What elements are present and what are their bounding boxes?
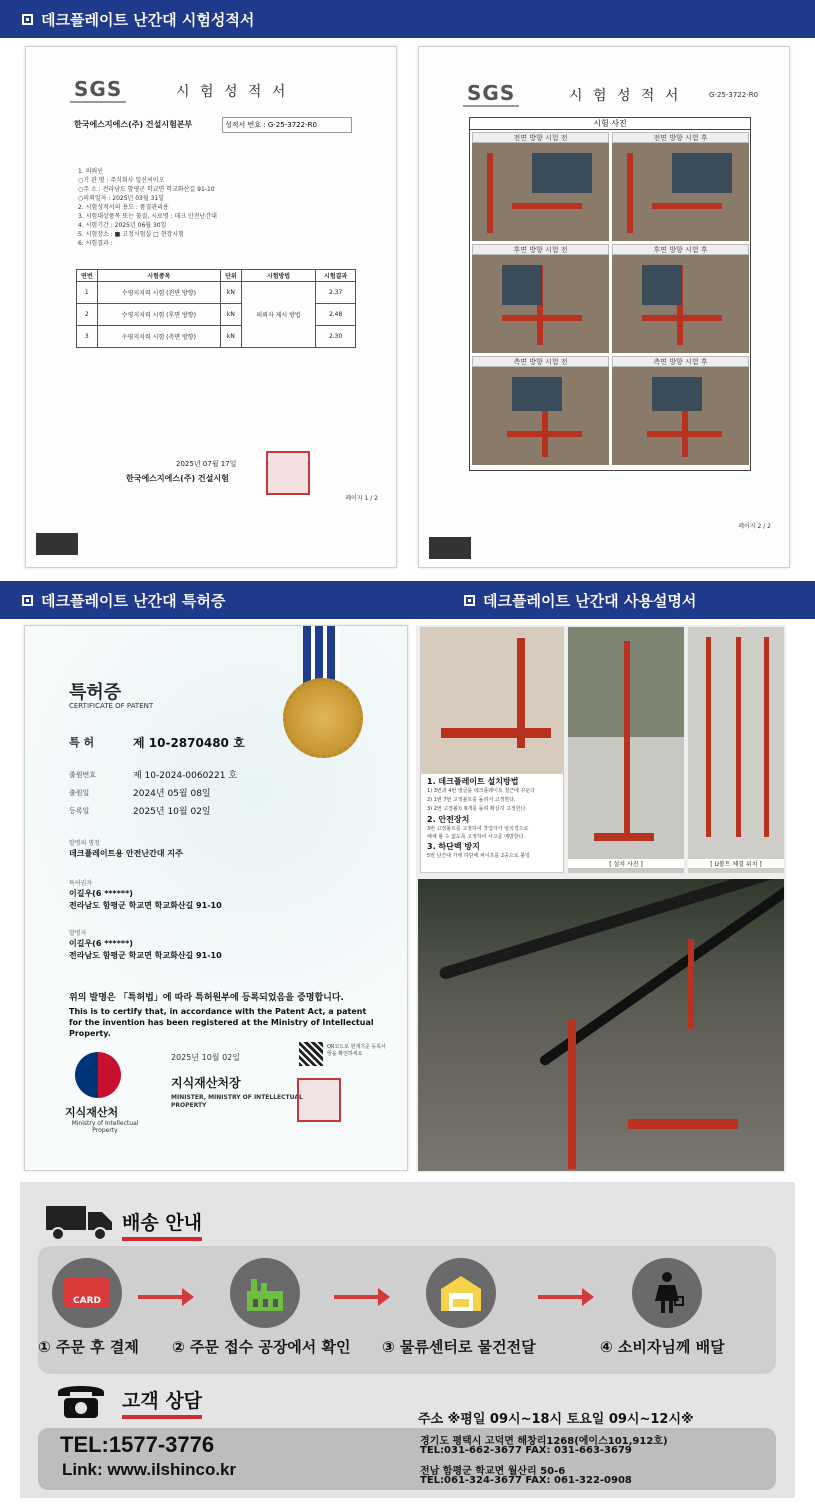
customer-step-circle [632,1258,702,1328]
test-report-page-1 [25,46,397,568]
table-cell: 2.48 [316,304,356,326]
hologram-sticker [36,533,78,555]
hologram-sticker [429,537,471,559]
report-signer: 한국에스지에스(주) 건설시험 [126,474,229,483]
rack-post [627,153,633,233]
patent-certificate [24,625,408,1171]
table-cell: 1 [77,282,98,304]
patent-number-label: 특 허 [69,736,95,749]
rack-post [764,637,769,837]
info-line: ○의뢰일자 : 2025년 03월 31일 [78,195,164,202]
table-cell: 2.30 [316,326,356,348]
info-line: 1. 의뢰인 [78,168,104,175]
photo-cell [472,244,609,353]
rack-frame [507,431,582,437]
ministry-logo [75,1052,121,1098]
table-cell: 수평지지력 시험 (측면 방향) [97,326,220,348]
official-seal-stamp [297,1078,341,1122]
step-label: ② 주문 접수 공장에서 확인 [172,1338,351,1356]
application-number: 제 10-2024-0060221 호 [133,771,238,781]
rack-base [628,1119,738,1129]
photo-caption: [ 설치 사진 ] [568,859,684,868]
instruction-line: 3번 고정볼트를 고정하여 작업자가 임의적으로 [427,826,529,832]
photo-caption: 후면 방향 시험 전 [472,244,609,255]
authority-name: 지식재산처장 [171,1076,241,1090]
card-label: CARD [73,1296,101,1306]
table-cell: 2.37 [316,282,356,304]
field-label: 발명자 [69,930,87,937]
rack-post [736,637,741,837]
manual-panel [416,625,786,1173]
photo-caption: 측면 방향 시험 전 [472,356,609,367]
section-title: 데크플레이트 난간대 시험성적서 [41,10,255,29]
section-title: 데크플레이트 난간대 특허증 [41,591,226,610]
card-step-circle [52,1258,122,1328]
manual-instructions [427,776,561,860]
rack-post [568,1019,576,1169]
test-photo [612,367,749,465]
field-label: 등록일 [69,807,90,815]
table-cell: kN [221,326,242,348]
manual-photo-ubolt [688,627,784,873]
holder-name: 이길우(6 ******) [69,889,133,898]
report-date: 2025년 07월 17일 [176,460,237,468]
section-header-patent [0,581,408,619]
rack-frame [642,315,722,321]
photo-caption: 측면 방향 시험 후 [612,356,749,367]
qr-note: QR코드로 현재기준 등록사항을 확인하세요 [327,1044,386,1057]
warehouse-icon [438,1273,484,1313]
rack-post [706,637,711,837]
rack-frame [441,728,551,738]
ministry-name-en: Ministry of Intellectual Property [71,1120,139,1134]
step-label: ④ 소비자님께 배달 [600,1338,725,1356]
field-label: 발명의 명칭 [69,840,100,847]
report-number: G-25-3722-R0 [709,91,759,99]
shopper-icon [649,1271,685,1315]
factory-icon [243,1273,287,1313]
results-table [76,269,356,348]
gold-seal [283,678,363,758]
table-header: 시험종목 [97,270,220,282]
photo-caption: 후면 방향 시험 후 [612,244,749,255]
arrow-right-icon [334,1295,380,1299]
inventor-address: 전라남도 함평군 학교면 학교화산길 91-10 [69,951,222,960]
table-header: 시험방법 [241,270,316,282]
qr-code [299,1042,323,1066]
instruction-line: 3) 2번 고정볼트 6개를 돌려 확실히 고정한다. [427,806,527,812]
instruction-heading: 2. 안전장치 [427,815,470,824]
table-header: 단위 [221,270,242,282]
square-bullet-icon [22,14,33,25]
patent-subtitle: CERTIFICATE OF PATENT [69,702,154,710]
filing-date: 2024년 05월 08일 [133,789,211,799]
authority-name-en: MINISTER, MINISTRY OF INTELLECTUAL PROPERTY [171,1094,303,1109]
address-1: 경기도 평택시 고덕면 해창리1268(에이스101,912호) [420,1436,668,1447]
section-title: 데크플레이트 난간대 사용설명서 [483,591,697,610]
step-label: ① 주문 후 결제 [38,1338,139,1356]
table-cell: kN [221,282,242,304]
diagram-photo [421,628,564,774]
business-hours: 주소 ※평일 09시~18시 토요일 09시~12시※ [418,1412,694,1427]
rack-base [594,833,654,841]
instruction-heading: 3. 하단백 방지 [427,842,480,851]
machine [532,153,592,193]
rack-post [688,939,694,1029]
report-number-label: 성적서 번호 [225,121,262,129]
photo-caption: [ U볼트 체결 위치 ] [688,859,784,868]
photo-caption: 전면 방향 시험 후 [612,132,749,143]
shipping-panel [20,1182,795,1498]
rack-post [487,153,493,233]
instruction-heading: 1. 데크플레이트 설치방법 [427,777,519,786]
table-cell: 의뢰자 제시 방법 [241,282,316,348]
official-seal-stamp [266,451,310,495]
test-photo [612,143,749,241]
truck-icon [44,1202,114,1242]
table-header: 연번 [77,270,98,282]
machine [672,153,732,193]
invention-title: 데크플레이트용 안전난간대 지주 [69,849,183,858]
phone-fax-1: TEL:031-662-3677 FAX: 031-663-3679 [420,1445,632,1456]
table-cell: kN [221,304,242,326]
phone-fax-2: TEL:061-324-3677 FAX: 061-322-0908 [420,1475,632,1486]
instruction-line: 5번 난간대 가랭 하단에 파이프를 2중으로 볼링 [427,853,530,859]
info-line: 6. 시험결과 : [78,240,113,247]
field-label: 출원번호 [69,771,97,779]
photo-frame [469,117,751,471]
table-cell: 수평지지력 시험 (후면 방향) [97,304,220,326]
test-photo [472,367,609,465]
ministry-name: 지식재산처 [65,1106,119,1119]
test-photo [612,255,749,353]
table-header: 시험결과 [316,270,356,282]
statement-korean: 위의 발명은 「특허법」에 따라 특허원부에 등록되었음을 증명합니다. [69,993,344,1003]
photo-cell [612,356,749,465]
rack-frame [502,315,582,321]
warehouse-step-circle [426,1258,496,1328]
test-photo [472,143,609,241]
square-bullet-icon [22,595,33,606]
instruction-line: 2) 1번 7번 고정볼트를 돌려서 고정한다. [427,797,516,803]
contact-title: 고객 상담 [122,1386,202,1419]
report-title: 시 험 성 적 서 [176,84,289,100]
info-line: 5. 시험장소 : ■ 고정시험실 □ 현장시험 [78,231,184,238]
info-line: 2. 시험성적서의 용도 : 품질관리용 [78,204,169,211]
patent-title: 특허증 [69,682,122,703]
section-header-manual [408,581,815,619]
rack-frame [652,203,722,209]
report-title: 시 험 성 적 서 [569,88,682,104]
step-label: ③ 물류센터로 물건전달 [382,1338,536,1356]
info-line: 3. 시험대상품목 또는 물질, 시료명 : 데크 안전난간대 [78,213,217,220]
phone-number[interactable]: TEL:1577-3776 [60,1432,215,1457]
photo-cell [612,132,749,241]
machine [652,377,702,411]
machine [502,265,542,305]
holder-address: 전라남도 함평군 학교면 학교화산길 91-10 [69,901,222,910]
photo-frame-title: 시험 사진 [470,118,750,130]
table-cell: 수평지지력 시험 (전면 방향) [97,282,220,304]
patent-number: 제 10-2870480 호 [133,736,245,750]
sgs-logo: SGS [463,81,519,107]
info-line: ○주 소 : 전라남도 함평군 학교면 학교화산길 91-10 [78,186,215,193]
applicant-info [78,167,368,248]
photo-cell [472,356,609,465]
machine [642,265,682,305]
table-cell: 3 [77,326,98,348]
manual-photo-railing [418,879,784,1171]
photo-cell [612,244,749,353]
phone-icon [56,1378,106,1420]
page-number: 페이지 1 / 2 [345,495,378,502]
instruction-line: 1) 3번과 4번 앵글을 데크플레이트 철근에 꾸운다 [427,788,535,794]
issue-date: 2025년 10월 02일 [171,1053,240,1062]
test-photo [472,255,609,353]
factory-step-circle [230,1258,300,1328]
field-label: 출원일 [69,789,90,797]
rack-frame [512,203,582,209]
rack-frame [647,431,722,437]
report-number-box: 성적서 번호 : G-25-3722-R0 [222,117,352,133]
info-line: ○기 관 명 : 주식회사 일신씨이오 [78,177,165,184]
page-number: 페이지 2 / 2 [738,523,771,530]
sgs-logo: SGS [70,77,126,103]
machine [512,377,562,411]
table-cell: 2 [77,304,98,326]
square-bullet-icon [464,595,475,606]
info-line: 4. 시험기간 : 2025년 06월 30일 [78,222,167,229]
photo-caption: 전면 방향 시험 전 [472,132,609,143]
instruction-line: 해체 할 수 없도록 고정하여 사고를 예방한다. [427,834,526,840]
field-label: 특허권자 [69,880,93,887]
address-2: 전남 함평군 학교면 월산리 50-6 [420,1466,566,1477]
website-link[interactable]: Link: www.ilshinco.kr [62,1460,237,1479]
manual-photo-install [568,627,684,873]
table-row [77,282,356,304]
inventor-name: 이길우(6 ******) [69,939,133,948]
photo-cell [472,132,609,241]
statement-english: This is to certify that, in accordance with the Patent Act, a patent for the invention has been registered at the Ministry of Intellectual Property. [69,1007,374,1038]
arrow-right-icon [138,1295,184,1299]
shipping-title: 배송 안내 [122,1208,202,1241]
section-header-test-report [0,0,815,38]
arrow-right-icon [538,1295,584,1299]
manual-photo-diagram [420,627,564,873]
credit-card-icon [64,1278,110,1308]
report-number: G-25-3722-R0 [267,121,317,129]
registration-date: 2025년 10월 02일 [133,807,211,817]
report-company: 한국에스지에스(주) 건설시험본부 [74,120,193,129]
rack-post [624,641,630,841]
test-report-page-2 [418,46,790,568]
